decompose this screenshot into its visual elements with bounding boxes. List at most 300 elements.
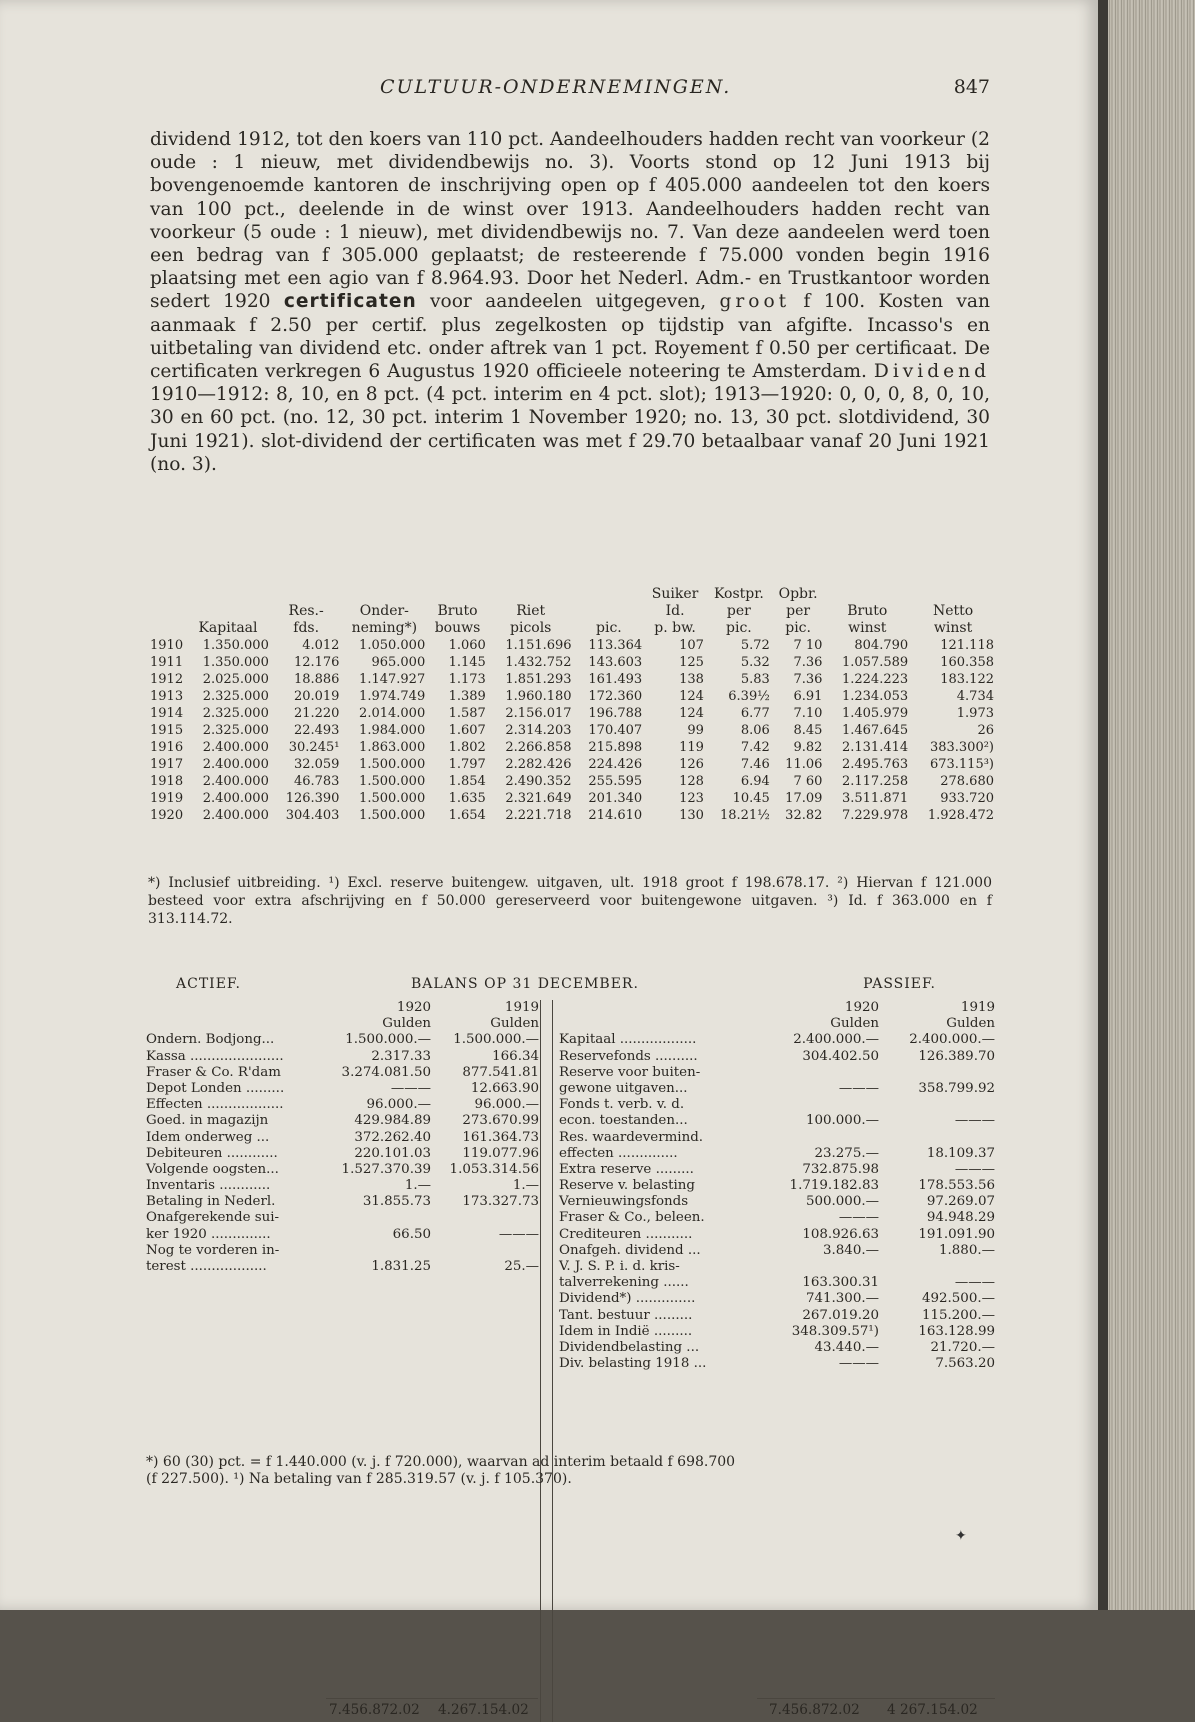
- stats-cell: 1.851.293: [505, 672, 572, 687]
- stats-cell: 1.654: [448, 808, 486, 823]
- passief-row: [553, 1340, 997, 1356]
- actief-label: Kassa ......................: [146, 1048, 284, 1064]
- passief-row: [553, 1113, 997, 1129]
- actief-row: [146, 1210, 541, 1226]
- table-notes: [148, 874, 992, 928]
- stats-row: [148, 790, 996, 807]
- actief-value-1920: 31.855.73: [362, 1194, 431, 1210]
- stats-header-cell: pic.: [785, 620, 811, 636]
- passief-value-1919: 492.500.—: [921, 1291, 995, 1307]
- stats-header-cell: Suiker: [651, 586, 699, 602]
- stats-header-cell: winst: [933, 620, 973, 636]
- stats-header-cell: Id.: [665, 603, 685, 619]
- stats-cell: 5.72: [740, 638, 770, 653]
- stats-header-cell: Bruto: [437, 603, 478, 619]
- total-passief-1919: 4 267.154.02: [887, 1702, 978, 1718]
- stats-row: [148, 705, 996, 722]
- actief-label: Effecten ..................: [146, 1097, 284, 1113]
- stats-cell: 224.426: [588, 757, 643, 772]
- unit-label: Gulden: [382, 1016, 431, 1032]
- stats-cell: 4.012: [302, 638, 340, 653]
- sum-line: [326, 1698, 538, 1699]
- stats-header-cell: [271, 586, 342, 603]
- actief-value-1919: ———: [498, 1226, 539, 1242]
- passief-label: Res. waardevermind.: [559, 1129, 704, 1145]
- stats-cell: 124: [679, 689, 704, 704]
- stats-header-row: [148, 603, 996, 620]
- passief-row: [553, 1049, 997, 1065]
- passief-row: [553, 1227, 997, 1243]
- stats-header-cell: [341, 586, 427, 603]
- stats-cell: 1.802: [448, 740, 486, 755]
- passief-value-1919: ———: [954, 1113, 995, 1129]
- stats-cell: 26: [977, 723, 994, 738]
- paragraph-part-2: aandeelen tot den koers van 100 pct., deelende in de winst over 1913. Aandeelhouders hadden recht van voorkeur (5 oude : 1 nieuw), met dividendbewijs no. 7. Van deze aandeelen werd toen een bedrag van f 305.000 geplaatst; de resteerende f 75.000 vonden begin 1916 plaatsing met een agio van f 8.964.93. Door het Nederl. Adm.- en Trustkantoor worden sedert 1920: [150, 175, 990, 313]
- stats-cell: 1.854: [448, 774, 486, 789]
- passief-value-1919: 358.799.92: [918, 1080, 995, 1096]
- stats-cell: 1.057.589: [841, 655, 909, 670]
- passief-label: Tant. bestuur .........: [559, 1307, 693, 1323]
- stats-year-cell: 1920: [150, 808, 184, 823]
- passief-label: V. J. S. P. i. d. kris-: [559, 1259, 680, 1274]
- stats-cell: 1.350.000: [202, 638, 269, 653]
- stats-cell: 1.405.979: [841, 706, 909, 721]
- stats-cell: 6.94: [740, 774, 770, 789]
- stats-cell: 6.77: [740, 706, 770, 721]
- footnote-line-2: (f 227.500). ¹) Na betaling van f 285.319.57 (v. j. f 105.370).: [146, 1471, 572, 1487]
- passief-value-1920: 732.875.98: [802, 1161, 879, 1177]
- stats-cell: 2.495.763: [841, 757, 909, 772]
- paragraph-part-3: voor aandeelen uitgegeven,: [416, 291, 720, 313]
- stats-header-cell: winst: [848, 620, 887, 636]
- passief-row: [553, 1065, 997, 1081]
- passief-row: [553, 1081, 997, 1097]
- passief-value-1919: 126.389.70: [918, 1048, 995, 1064]
- passief-row: [553, 1097, 997, 1113]
- passief-value-1920: 100.000.—: [805, 1113, 879, 1129]
- actief-row: [146, 1130, 541, 1146]
- passief-row: [553, 1210, 997, 1226]
- stats-header-cell: [910, 586, 996, 603]
- passief-label: econ. toestanden...: [559, 1113, 688, 1129]
- stats-cell: 933.720: [940, 791, 994, 806]
- stats-cell: 1.234.053: [841, 689, 909, 704]
- passief-value-1920: 500.000.—: [805, 1194, 879, 1210]
- passief-row: [553, 1194, 997, 1210]
- stats-year-cell: 1911: [150, 655, 184, 670]
- actief-value-1920: 66.50: [392, 1226, 431, 1242]
- actief-row: [146, 1113, 541, 1129]
- stats-header-cell: [185, 603, 271, 620]
- stats-cell: 278.680: [940, 774, 994, 789]
- stats-row: [148, 773, 996, 790]
- stats-header-cell: pic.: [596, 620, 622, 636]
- stats-cell: 215.898: [588, 740, 643, 755]
- stats-cell: 1.350.000: [202, 655, 269, 670]
- passief-value-1920: ———: [838, 1080, 879, 1096]
- passief-value-1920: 3.840.—: [823, 1242, 879, 1258]
- passief-label: talverrekening ......: [559, 1275, 689, 1291]
- stats-year-cell: 1917: [150, 757, 184, 772]
- stats-cell: 2.314.203: [505, 723, 572, 738]
- actief-label: Nog te vorderen in-: [146, 1242, 280, 1258]
- passief-value-1920: ———: [838, 1210, 879, 1226]
- stats-cell: 1.607: [448, 723, 486, 738]
- passief-row: [553, 1032, 997, 1048]
- actief-label: Fraser & Co. R'dam: [146, 1064, 281, 1080]
- actief-label: Betaling in Nederl.: [146, 1194, 276, 1210]
- stats-row: [148, 688, 996, 705]
- actief-label: Idem onderweg ...: [146, 1129, 270, 1145]
- balance-header: [146, 976, 996, 1000]
- running-title: CULTUUR-ONDERNEMINGEN.: [380, 76, 732, 98]
- stats-cell: 1.500.000: [359, 791, 426, 806]
- table-notes-text: *) Inclusief uitbreiding. ¹) Excl. reserve buitengew. uitgaven, ult. 1918 groot f 198.678.17. ²) Hiervan f 121.000 besteed voor extra afschrijving en f 50.000 gereserveerd voor buitengewone uitgaven. ³) Id. f 363.000 en f 313.114.72.: [148, 875, 992, 927]
- page-header: [150, 76, 990, 100]
- stats-cell: 130: [679, 808, 704, 823]
- stats-cell: 1.587: [448, 706, 486, 721]
- passief-value-1920: 108.926.63: [802, 1226, 879, 1242]
- stats-header-cell: [427, 586, 488, 603]
- stats-cell: 2.325.000: [202, 723, 269, 738]
- stats-header-cell: fds.: [293, 620, 320, 636]
- stats-cell: 160.358: [940, 655, 994, 670]
- passief-value-1920: 163.300.31: [802, 1275, 879, 1291]
- stats-cell: 804.790: [854, 638, 909, 653]
- actief-row: [146, 1162, 541, 1178]
- passief-value-1919: 178.553.56: [918, 1178, 995, 1194]
- stats-cell: 1.984.000: [359, 723, 426, 738]
- stats-header-cell: [148, 586, 185, 603]
- stats-cell: 21.220: [293, 706, 340, 721]
- paragraph-part-4: f 100. Kosten van aanmaak f 2.50 per certif. plus zegelkosten op tijdstip van afgifte. Incasso's en uitbetaling van dividend etc. onder aftrek van 1 pct. Royement f 0.50 per certificaat. De certificaten verkregen 6 Augustus 1920 officieele noteering te Amsterdam.: [150, 291, 990, 383]
- passief-label: PASSIEF.: [863, 976, 936, 992]
- actief-row: [146, 1259, 541, 1275]
- stats-cell: 2.221.718: [505, 808, 572, 823]
- passief-value-1919: 97.269.07: [926, 1194, 995, 1210]
- stats-header-cell: per: [786, 603, 811, 619]
- actief-row: [146, 1032, 541, 1048]
- stats-cell: 172.360: [588, 689, 643, 704]
- actief-value-1920: 1.831.25: [371, 1259, 431, 1274]
- actief-value-1920: 372.262.40: [354, 1129, 431, 1145]
- year-1920: 1920: [844, 1000, 879, 1015]
- year-1919: 1919: [504, 1000, 539, 1015]
- book-spine: [1098, 0, 1195, 1610]
- stats-cell: 30.245¹: [288, 740, 340, 755]
- actief-value-1919: 1.053.314.56: [449, 1161, 539, 1177]
- actief-row: [146, 1049, 541, 1065]
- stats-header-cell: pic.: [726, 620, 752, 636]
- passief-label: effecten ..............: [559, 1145, 678, 1161]
- passief-row: [553, 1324, 997, 1340]
- stats-cell: 17.09: [785, 791, 823, 806]
- stats-header-cell: [148, 603, 185, 620]
- unit-label: Gulden: [946, 1016, 995, 1032]
- balance-title: BALANS OP 31 DECEMBER.: [411, 976, 639, 992]
- body-paragraph: [150, 128, 990, 476]
- actief-row: [146, 1243, 541, 1259]
- stats-header-cell: [488, 586, 574, 603]
- stats-cell: 1.974.749: [359, 689, 426, 704]
- stats-cell: 7.229.978: [841, 808, 909, 823]
- stats-cell: 113.364: [588, 638, 643, 653]
- passief-value-1920: 304.402.50: [802, 1048, 879, 1064]
- stats-cell: 5.83: [740, 672, 770, 687]
- stats-header-cell: per: [726, 603, 751, 619]
- stats-cell: 99: [687, 723, 704, 738]
- actief-value-1920: 1.527.370.39: [341, 1161, 431, 1177]
- passief-value-1919: 115.200.—: [921, 1307, 995, 1323]
- stats-cell: 7.36: [793, 655, 823, 670]
- passief-row: [553, 1162, 997, 1178]
- stats-header-row: [148, 620, 996, 637]
- certificaten-term: certificaten: [283, 291, 417, 313]
- stats-header-cell: Bruto: [847, 603, 888, 619]
- stats-cell: 6.91: [793, 689, 823, 704]
- stats-cell: 965.000: [371, 655, 426, 670]
- stats-year-cell: 1916: [150, 740, 184, 755]
- actief-value-1919: 25.—: [504, 1259, 539, 1274]
- actief-value-1920: 1.—: [404, 1178, 431, 1194]
- stats-cell: 1.151.696: [505, 638, 572, 653]
- stats-header-cell: Onder-: [359, 603, 409, 619]
- stats-row: [148, 654, 996, 671]
- actief-row: [146, 1146, 541, 1162]
- actief-row: [146, 1178, 541, 1194]
- ink-mark-icon: ✦: [955, 1528, 967, 1544]
- stats-header-cell: Netto: [932, 603, 974, 619]
- stats-header-cell: Opbr.: [778, 586, 818, 602]
- actief-value-1919: 119.077.96: [462, 1145, 539, 1161]
- passief-label: Onafgeh. dividend ...: [559, 1242, 701, 1258]
- actief-value-1919: 173.327.73: [462, 1194, 539, 1210]
- stats-row: [148, 637, 996, 654]
- stats-cell: 1.635: [448, 791, 486, 806]
- actief-row: [146, 1081, 541, 1097]
- stats-cell: 107: [679, 638, 704, 653]
- stats-header-cell: Res.-: [288, 603, 324, 619]
- stats-cell: 126.390: [285, 791, 340, 806]
- total-actief-1920: 7.456.872.02: [329, 1702, 420, 1718]
- passief-row: [553, 1178, 997, 1194]
- stats-cell: 1.145: [448, 655, 486, 670]
- actief-value-1919: 166.34: [492, 1048, 539, 1064]
- passief-value-1920: 348.309.57¹): [791, 1323, 879, 1339]
- actief-value-1920: 3.274.081.50: [341, 1064, 431, 1080]
- balance-footnote: [146, 1454, 996, 1488]
- stats-cell: 7.42: [740, 740, 770, 755]
- passief-value-1920: 1.719.182.83: [789, 1178, 879, 1194]
- stats-cell: 6.39½: [728, 689, 770, 704]
- paragraph-part-1: dividend 1912, tot den koers van 110 pct. Aandeelhouders hadden recht van voorkeur (2 oude : 1 nieuw, met dividendbewijs no. 3). Voorts stond op 12 Juni 1913 bij bovengenoemde kantoren de inschrijving open op: [150, 129, 990, 197]
- stats-cell: 4.734: [956, 689, 994, 704]
- passief-label: Reserve voor buiten-: [559, 1064, 701, 1080]
- actief-label: Depot Londen .........: [146, 1080, 285, 1096]
- actief-row: [146, 1194, 541, 1210]
- groot-term: groot: [719, 291, 791, 313]
- actief-row: [146, 1097, 541, 1113]
- total-passief-1920: 7.456.872.02: [769, 1702, 860, 1718]
- passief-label: gewone uitgaven...: [559, 1080, 688, 1096]
- stats-row: [148, 671, 996, 688]
- unit-header-row: [553, 1016, 997, 1032]
- passief-label: Div. belasting 1918 ...: [559, 1356, 707, 1372]
- stats-cell: 123: [679, 791, 704, 806]
- passief-row: [553, 1275, 997, 1291]
- actief-label: Onafgerekende sui-: [146, 1210, 280, 1226]
- stats-header-cell: [574, 603, 645, 620]
- actief-value-1920: 429.984.89: [354, 1113, 431, 1129]
- stats-header-cell: neming*): [351, 620, 418, 636]
- stats-cell: 125: [679, 655, 704, 670]
- passief-label: Fraser & Co., beleen.: [559, 1210, 705, 1226]
- stats-cell: 1.060: [448, 638, 486, 653]
- stats-cell: 2.400.000: [202, 774, 269, 789]
- stats-cell: 2.400.000: [202, 740, 269, 755]
- stats-cell: 124: [679, 706, 704, 721]
- year-header-row: [553, 1000, 997, 1016]
- stats-cell: 128: [679, 774, 704, 789]
- passief-label: Crediteuren ...........: [559, 1226, 693, 1242]
- actief-value-1920: 220.101.03: [354, 1145, 431, 1161]
- passief-label: Fonds t. verb. v. d.: [559, 1097, 685, 1113]
- passief-row: [553, 1243, 997, 1259]
- passief-value-1919: ———: [954, 1161, 995, 1177]
- stats-cell: 9.82: [793, 740, 823, 755]
- stats-cell: 20.019: [293, 689, 340, 704]
- stats-cell: 1.467.645: [841, 723, 909, 738]
- stats-cell: 119: [679, 740, 704, 755]
- year-header-row: [146, 1000, 541, 1016]
- passief-value-1920: 267.019.20: [802, 1307, 879, 1323]
- stats-cell: 1.500.000: [359, 757, 426, 772]
- stats-year-cell: 1910: [150, 638, 184, 653]
- stats-cell: 170.407: [588, 723, 643, 738]
- unit-label: Gulden: [490, 1016, 539, 1032]
- actief-label: Volgende oogsten...: [146, 1161, 279, 1177]
- stats-cell: 2.321.649: [505, 791, 572, 806]
- actief-label: ACTIEF.: [176, 976, 241, 992]
- stats-cell: 2.025.000: [202, 672, 269, 687]
- passief-value-1919: 191.091.90: [918, 1226, 995, 1242]
- actief-value-1919: 1.—: [512, 1178, 539, 1194]
- stats-cell: 3.511.871: [841, 791, 909, 806]
- stats-cell: 46.783: [293, 774, 340, 789]
- stats-cell: 2.400.000: [202, 757, 269, 772]
- stats-cell: 2.156.017: [505, 706, 572, 721]
- stats-cell: 1.147.927: [359, 672, 426, 687]
- stats-cell: 161.493: [588, 672, 643, 687]
- footnote-line-1: *) 60 (30) pct. = f 1.440.000 (v. j. f 720.000), waarvan ad interim betaald f 698.700: [146, 1454, 736, 1470]
- actief-value-1919: 161.364.73: [462, 1129, 539, 1145]
- passief-row: [553, 1146, 997, 1162]
- stats-cell: 1.500.000: [359, 808, 426, 823]
- actief-label: Inventaris ............: [146, 1178, 271, 1194]
- stats-cell: 2.131.414: [841, 740, 909, 755]
- stats-header-cell: Kostpr.: [713, 586, 764, 602]
- stats-cell: 201.340: [588, 791, 643, 806]
- passief-row: [553, 1308, 997, 1324]
- unit-header-row: [146, 1016, 541, 1032]
- passief-value-1919: 2.400.000.—: [909, 1032, 995, 1048]
- stats-cell: 2.266.858: [505, 740, 572, 755]
- stats-header-cell: [185, 586, 271, 603]
- stats-header-cell: [148, 620, 185, 637]
- passief-label: Vernieuwingsfonds: [559, 1194, 689, 1210]
- actief-value-1919: 12.663.90: [470, 1080, 539, 1096]
- stats-row: [148, 722, 996, 739]
- stats-cell: 1.389: [448, 689, 486, 704]
- stats-cell: 143.603: [588, 655, 643, 670]
- stats-cell: 32.059: [293, 757, 340, 772]
- stats-cell: 2.014.000: [359, 706, 426, 721]
- stats-cell: 1.973: [956, 706, 994, 721]
- passief-value-1920: 2.400.000.—: [793, 1032, 879, 1048]
- stats-cell: 7.36: [793, 672, 823, 687]
- passief-label: Idem in Indië .........: [559, 1323, 693, 1339]
- stats-header-cell: picols: [510, 620, 552, 636]
- passief-value-1920: 23.275.—: [814, 1145, 879, 1161]
- stats-cell: 7 60: [793, 774, 823, 789]
- actief-value-1919: 273.670.99: [462, 1113, 539, 1129]
- stats-cell: 1.928.472: [927, 808, 994, 823]
- stats-cell: 183.122: [940, 672, 994, 687]
- stats-cell: 138: [679, 672, 704, 687]
- stats-cell: 7 10: [793, 638, 823, 653]
- stats-cell: 2.117.258: [841, 774, 909, 789]
- passief-value-1919: 163.128.99: [918, 1323, 995, 1339]
- paragraph-text: [150, 128, 990, 476]
- stats-cell: 121.118: [940, 638, 994, 653]
- actief-value-1920: 1.500.000.—: [345, 1032, 431, 1048]
- statistics-table: [148, 586, 996, 824]
- stats-cell: 1.797: [448, 757, 486, 772]
- actief-label: Goed. in magazijn: [146, 1113, 269, 1129]
- stats-cell: 1.432.752: [505, 655, 572, 670]
- stats-header-cell: Riet: [516, 603, 546, 619]
- stats-cell: 304.403: [285, 808, 340, 823]
- total-actief-1919: 4.267.154.02: [438, 1702, 529, 1718]
- unit-label: Gulden: [830, 1016, 879, 1032]
- stats-cell: 1.173: [448, 672, 486, 687]
- passief-value-1919: 1.880.—: [939, 1242, 995, 1258]
- sum-line: [757, 1698, 995, 1699]
- passief-value-1919: 7.563.20: [935, 1356, 995, 1372]
- stats-cell: 1.500.000: [359, 774, 426, 789]
- stats-cell: 12.176: [293, 655, 340, 670]
- passief-label: Extra reserve .........: [559, 1161, 694, 1177]
- passief-row: [553, 1291, 997, 1307]
- actief-value-1919: 96.000.—: [474, 1097, 539, 1113]
- stats-year-cell: 1915: [150, 723, 184, 738]
- year-1919: 1919: [960, 1000, 995, 1015]
- passief-value-1919: 21.720.—: [930, 1339, 995, 1355]
- passief-label: Dividend*) ..............: [559, 1291, 696, 1307]
- actief-label: terest ..................: [146, 1259, 267, 1274]
- stats-cell: 2.325.000: [202, 706, 269, 721]
- passief-value-1919: 18.109.37: [926, 1145, 995, 1161]
- stats-cell: 7.46: [740, 757, 770, 772]
- paragraph-part-5: 1910—1912: 8, 10, en 8 pct. (4 pct. interim en 4 pct. slot); 1913—1920: 0, 0, 0, 8, 0, 10, 30 en 60 pct. (no. 12, 30 pct. interim 1 November 1920; no. 13, 30 pct. slotdividend, 30 Juni 1921). slot-dividend der certificaten was met f 29.70 betaalbaar vanaf 20 Juni 1921 (no. 3).: [150, 384, 990, 475]
- stats-year-cell: 1919: [150, 791, 184, 806]
- stats-cell: 18.21½: [719, 808, 770, 823]
- stats-cell: 2.400.000: [202, 791, 269, 806]
- binding-shadow: [1098, 0, 1108, 1610]
- stats-cell: 1.050.000: [359, 638, 426, 653]
- stats-year-cell: 1912: [150, 672, 184, 687]
- stats-year-cell: 1913: [150, 689, 184, 704]
